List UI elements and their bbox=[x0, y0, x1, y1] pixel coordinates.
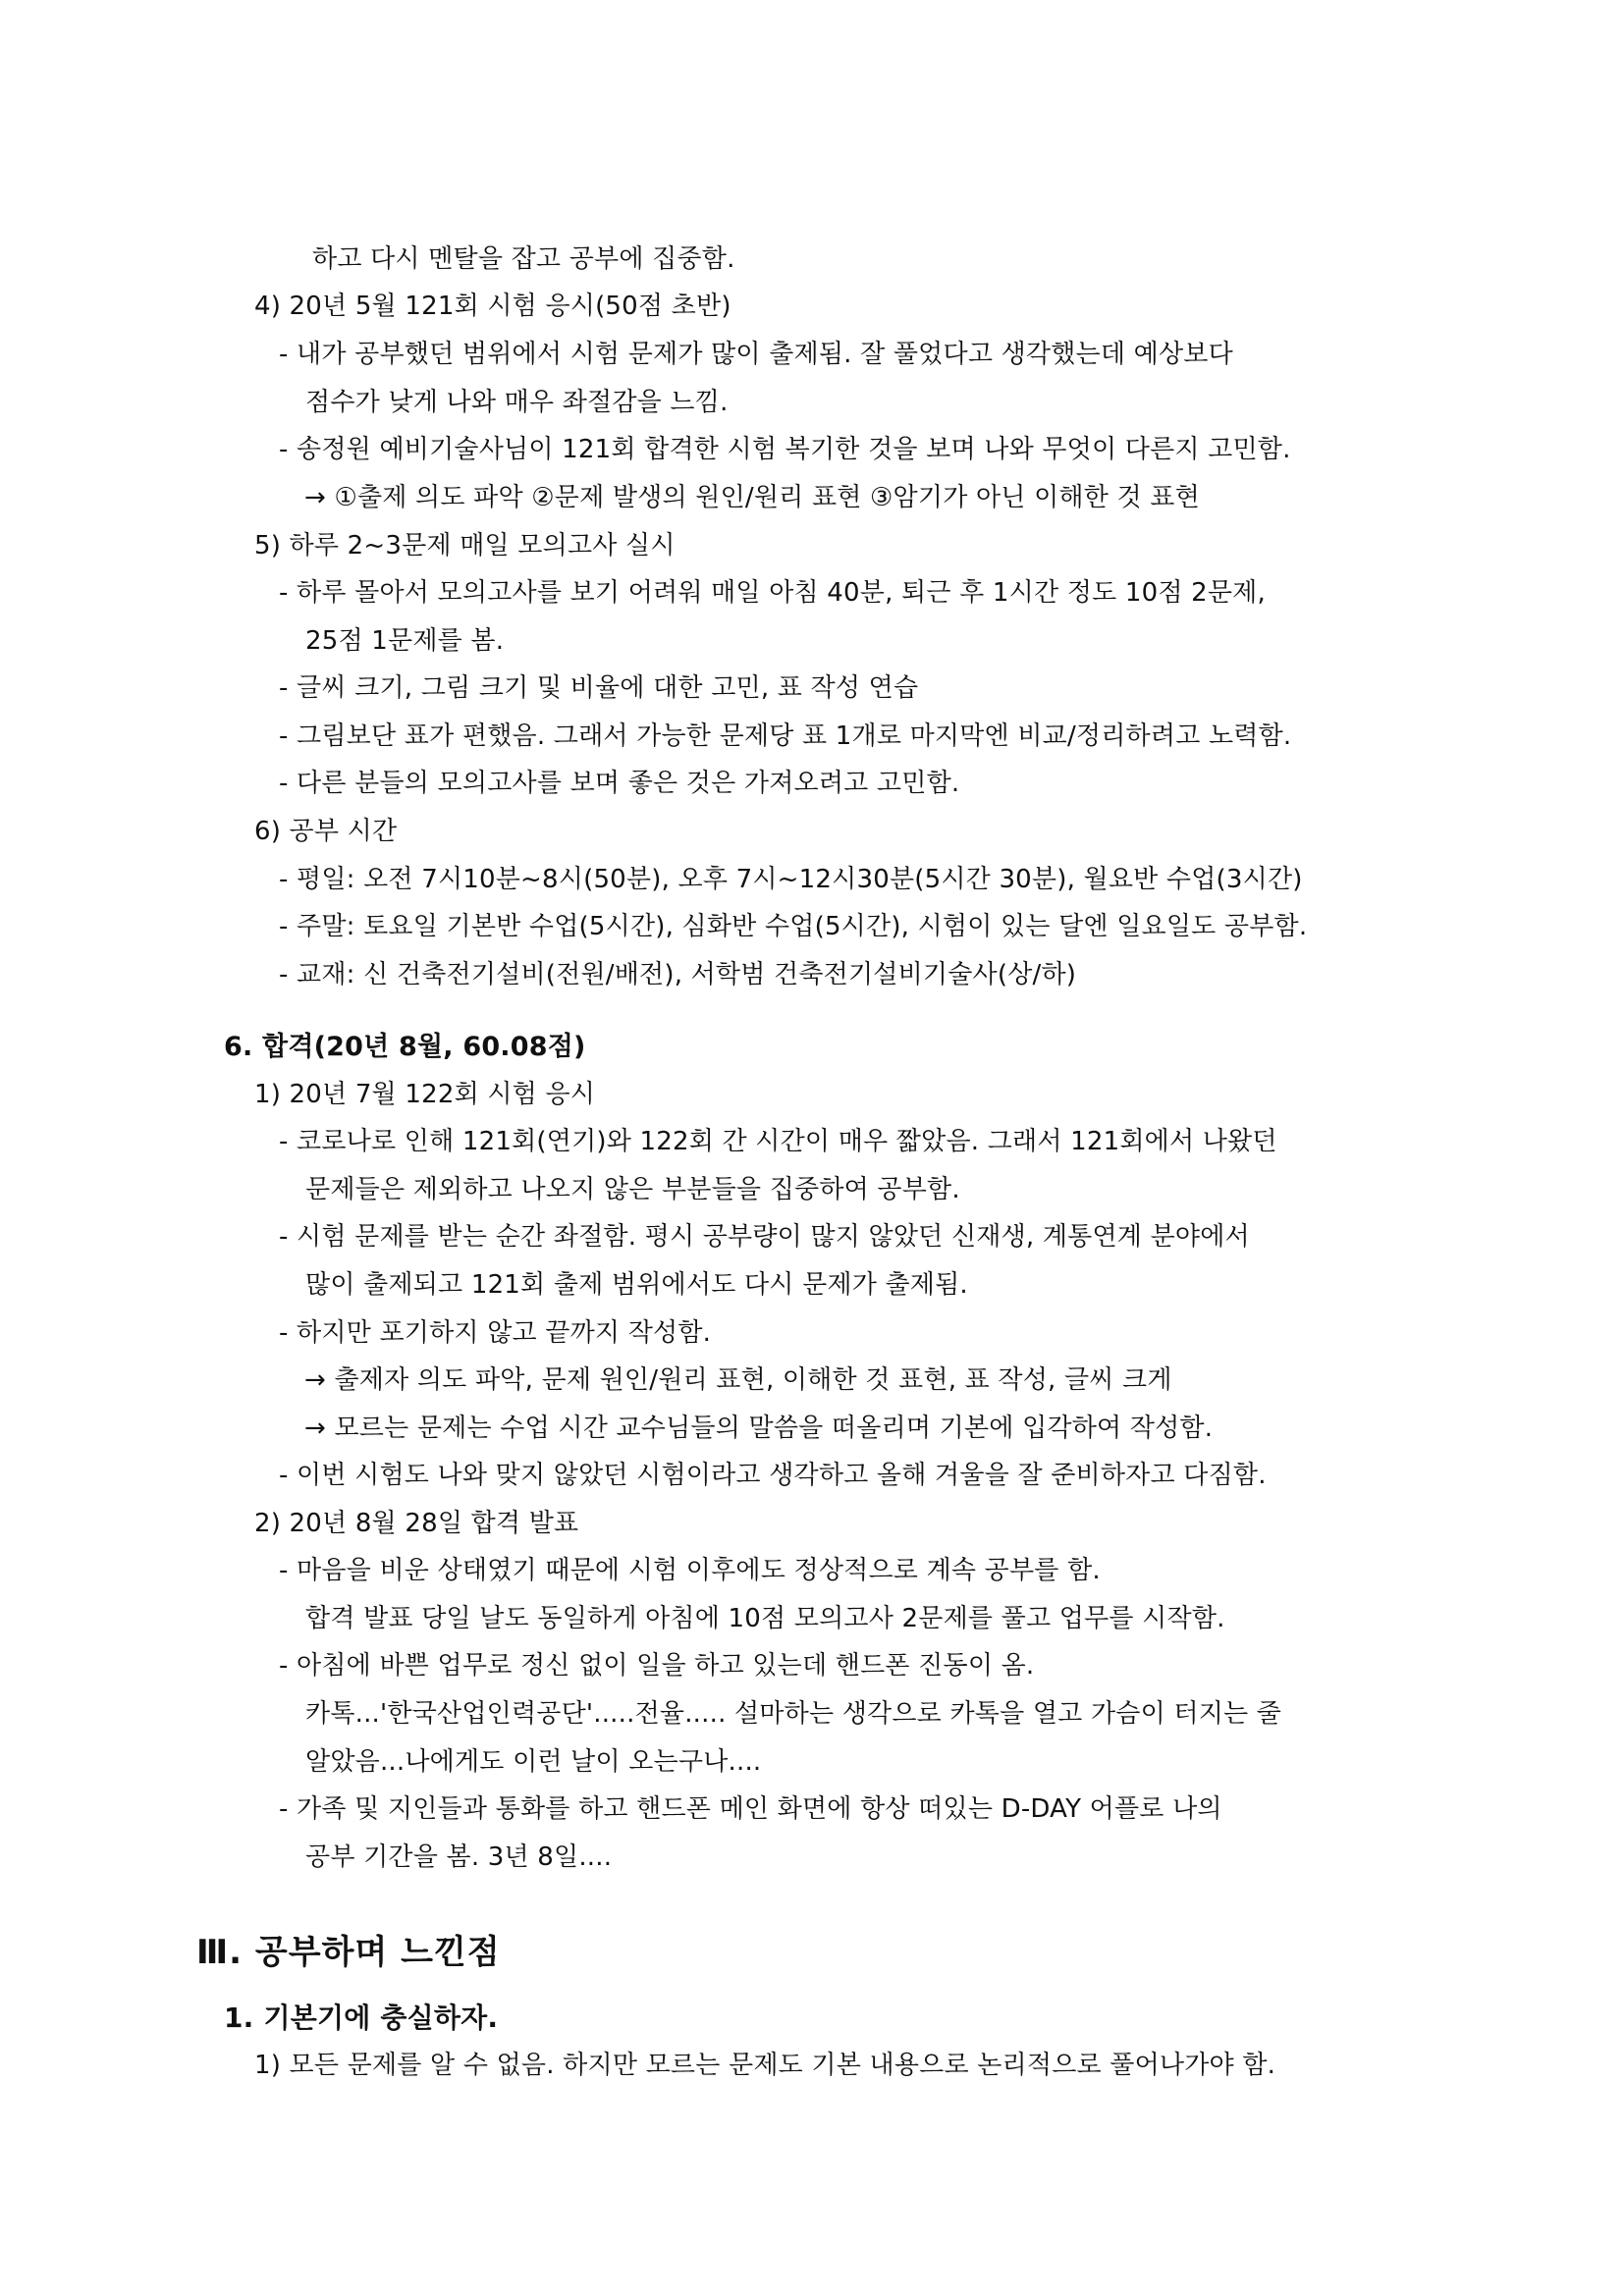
list-item-heading: 4) 20년 5월 121회 시험 응시(50점 초반) bbox=[254, 292, 731, 321]
bullet-line: - 평일: 오전 7시10분~8시(50분), 오후 7시~12시30분(5시간 30분), 월요반 수업(3시간) bbox=[279, 865, 1303, 894]
text-line: 카톡...'한국산업인력공단'.....전율..... 설마하는 생각으로 카톡을 열고 가슴이 터지는 줄 bbox=[305, 1699, 1282, 1729]
text-line: 25점 1문제를 봄. bbox=[305, 626, 505, 656]
bullet-line: - 다른 분들의 모의고사를 보며 좋은 것은 가져오려고 고민함. bbox=[279, 769, 960, 798]
text-line: 점수가 낮게 나와 매우 좌절감을 느낌. bbox=[305, 388, 729, 417]
bullet-line: - 교재: 신 건축전기설비(전원/배전), 서학범 건축전기설비기술사(상/하) bbox=[279, 960, 1077, 989]
list-item-heading: 1) 20년 7월 122회 시험 응시 bbox=[254, 1080, 596, 1109]
bullet-line: - 송정원 예비기술사님이 121회 합격한 시험 복기한 것을 보며 나와 무엇이 다른지 고민함. bbox=[279, 435, 1291, 464]
text-line: 합격 발표 당일 날도 동일하게 아침에 10점 모의고사 2문제를 풀고 업무를 시작함. bbox=[305, 1604, 1225, 1633]
bullet-line: - 시험 문제를 받는 순간 좌절함. 평시 공부량이 많지 않았던 신재생, 계통연계 분야에서 bbox=[279, 1222, 1250, 1252]
list-item-heading: 5) 하루 2~3문제 매일 모의고사 실시 bbox=[254, 531, 676, 561]
bullet-line: - 하루 몰아서 모의고사를 보기 어려워 매일 아침 40분, 퇴근 후 1시간 정도 10점 2문제, bbox=[279, 578, 1266, 608]
arrow-line: → ①출제 의도 파악 ②문제 발생의 원인/원리 표현 ③암기가 아닌 이해한 것 표현 bbox=[304, 483, 1200, 512]
text-line: 공부 기간을 봄. 3년 8일.... bbox=[305, 1842, 613, 1872]
section-heading: 6. 합격(20년 8월, 60.08점) bbox=[224, 1032, 586, 1062]
section-heading: 1. 기본기에 충실하자. bbox=[224, 2002, 499, 2034]
list-item-heading: 2) 20년 8월 28일 합격 발표 bbox=[254, 1509, 579, 1538]
list-item-heading: 6) 공부 시간 bbox=[254, 817, 398, 846]
bullet-line: - 아침에 바쁜 업무로 정신 없이 일을 하고 있는데 핸드폰 진동이 옴. bbox=[279, 1651, 1035, 1681]
list-item-heading: 1) 모든 문제를 알 수 없음. 하지만 모르는 문제도 기본 내용으로 논리적으로 풀어나가야 함. bbox=[254, 2051, 1276, 2080]
text-line: 많이 출제되고 121회 출제 범위에서도 다시 문제가 출제됨. bbox=[305, 1270, 968, 1300]
bullet-line: - 마음을 비운 상태였기 때문에 시험 이후에도 정상적으로 계속 공부를 함. bbox=[279, 1556, 1101, 1585]
bullet-line: - 글씨 크기, 그림 크기 및 비율에 대한 고민, 표 작성 연습 bbox=[279, 673, 919, 703]
arrow-line: → 모르는 문제는 수업 시간 교수님들의 말씀을 떠올리며 기본에 입각하여 작성함. bbox=[304, 1414, 1214, 1443]
bullet-line: - 그림보단 표가 편했음. 그래서 가능한 문제당 표 1개로 마지막엔 비교/정리하려고 노력함. bbox=[279, 721, 1292, 751]
text-line: 문제들은 제외하고 나오지 않은 부분들을 집중하여 공부함. bbox=[305, 1175, 960, 1204]
bullet-line: - 가족 및 지인들과 통화를 하고 핸드폰 메인 화면에 항상 떠있는 D-DAY 어플로 나의 bbox=[279, 1794, 1222, 1824]
chapter-heading: Ⅲ. 공부하며 느낀점 bbox=[196, 1933, 501, 1972]
arrow-line: → 출제자 의도 파악, 문제 원인/원리 표현, 이해한 것 표현, 표 작성, 글씨 크게 bbox=[304, 1365, 1172, 1395]
text-line: 하고 다시 멘탈을 잡고 공부에 집중함. bbox=[312, 244, 735, 274]
bullet-line: - 이번 시험도 나와 맞지 않았던 시험이라고 생각하고 올해 겨울을 잘 준비하자고 다짐함. bbox=[279, 1461, 1267, 1490]
bullet-line: - 하지만 포기하지 않고 끝까지 작성함. bbox=[279, 1318, 712, 1348]
bullet-line: - 내가 공부했던 범위에서 시험 문제가 많이 출제됨. 잘 풀었다고 생각했는데 예상보다 bbox=[279, 340, 1233, 369]
bullet-line: - 주말: 토요일 기본반 수업(5시간), 심화반 수업(5시간), 시험이 있는 달엔 일요일도 공부함. bbox=[279, 912, 1308, 941]
bullet-line: - 코로나로 인해 121회(연기)와 122회 간 시간이 매우 짧았음. 그래서 121회에서 나왔던 bbox=[279, 1127, 1277, 1156]
text-line: 알았음...나에게도 이런 날이 오는구나.... bbox=[305, 1747, 762, 1777]
